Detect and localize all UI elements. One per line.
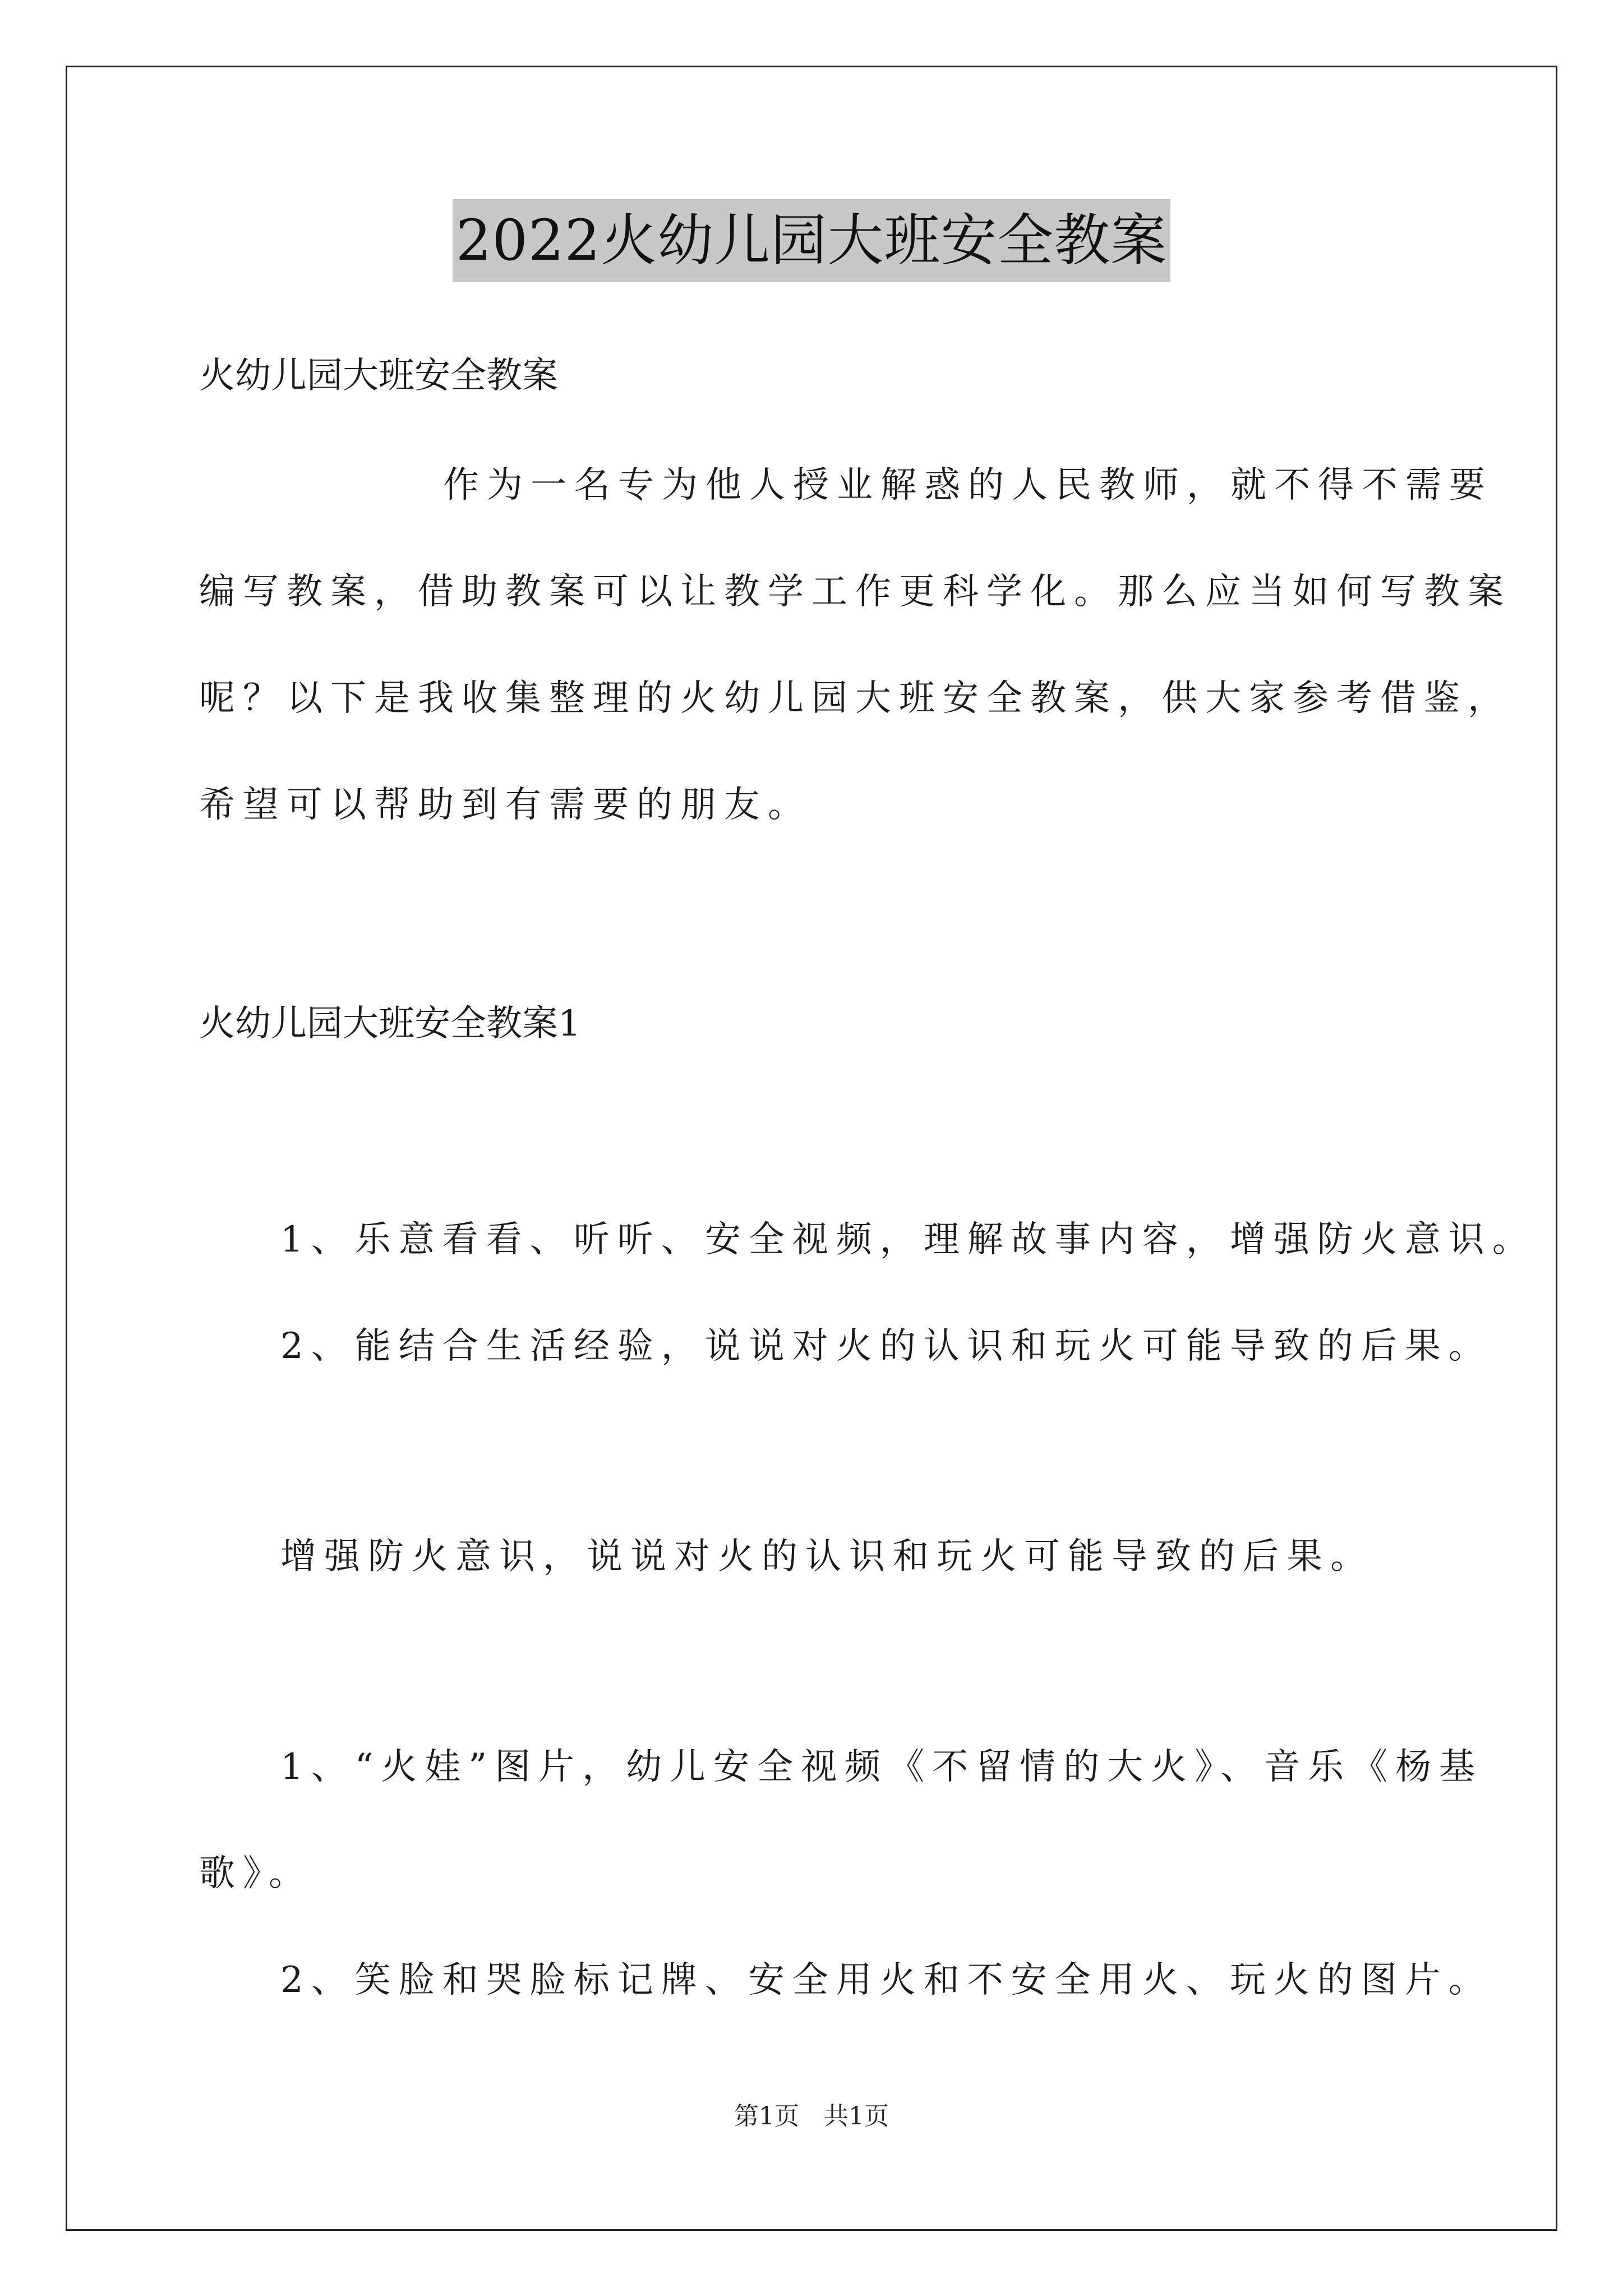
title-container — [0, 199, 1623, 282]
subtitle: 火幼儿园大班安全教案 — [199, 355, 558, 397]
intro-line-1: 作为一名专为他人授业解惑的人民教师，就不得不需要 — [443, 464, 1493, 506]
page-footer: 第1页 共1页 — [734, 2102, 889, 2131]
focus-line: 增强防火意识，说说对火的认识和玩火可能导致的后果。 — [280, 1536, 1374, 1577]
prep-line-1: 1、“火娃”图片，幼儿安全视频《不留情的大火》、音乐《杨基 — [280, 1746, 1483, 1788]
intro-line-4: 希望可以帮助到有需要的朋友。 — [199, 784, 811, 826]
prep-line-2: 歌》。 — [199, 1853, 312, 1894]
intro-line-2: 编写教案，借助教案可以让教学工作更科学化。那么应当如何写教案 — [199, 571, 1511, 613]
document-title: 2022火幼儿园大班安全教案 — [453, 199, 1171, 282]
goal-item-2: 2、能结合生活经验，说说对火的认识和玩火可能导致的后果。 — [280, 1326, 1492, 1367]
goal-item-1: 1、乐意看看、听听、安全视频，理解故事内容，增强防火意识。 — [280, 1219, 1536, 1260]
prep-line-3: 2、笑脸和哭脸标记牌、安全用火和不安全用火、玩火的图片。 — [280, 1959, 1492, 2001]
intro-line-3: 呢？以下是我收集整理的火幼儿园大班安全教案，供大家参考借鉴， — [199, 678, 1511, 719]
section-heading: 火幼儿园大班安全教案1 — [199, 1003, 581, 1045]
